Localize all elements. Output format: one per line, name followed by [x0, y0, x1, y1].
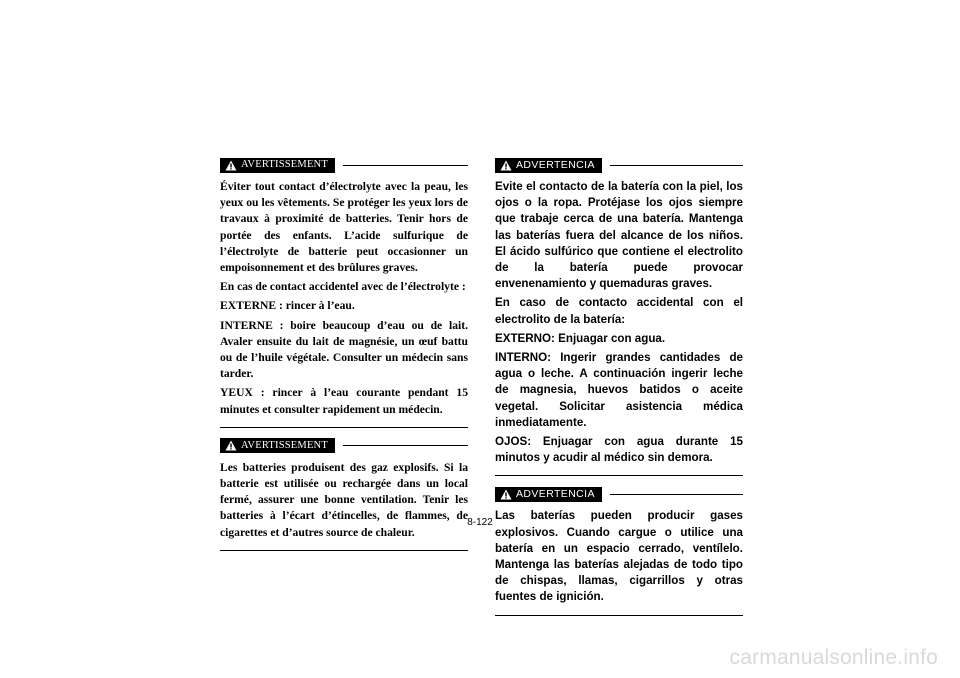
warning-header [495, 155, 743, 175]
warning-badge [220, 438, 335, 453]
warning-text: INTERNO: Ingerir grandes cantidades de agua o leche. A continuación ingerir leche de magnesia, huevos batidos o aceite vegetal. Solicitar asistencia médica inmediatamente. [495, 351, 743, 429]
warning-triangle-icon [500, 489, 512, 500]
warning-text: OJOS: Enjuagar con agua durante 15 minutos y acudir al médico sin demora. [495, 435, 743, 465]
header-rule [343, 445, 468, 446]
warning-text: YEUX : rincer à l’eau courante pendant 15 minutes et consulter rapidement un médecin. [220, 386, 468, 416]
french-column [220, 155, 468, 559]
warning-triangle-icon [500, 160, 512, 171]
warning-box-2 [220, 436, 468, 551]
warning-badge [495, 158, 602, 173]
warning-label: ADVERTENCIA [516, 488, 595, 501]
watermark: carmanualsonline.info [729, 646, 938, 669]
header-rule [343, 165, 468, 166]
warning-badge [495, 487, 602, 502]
warning-header [220, 436, 468, 456]
warning-triangle-icon [225, 440, 237, 451]
header-rule [610, 165, 743, 166]
warning-badge [220, 158, 335, 173]
warning-text: EXTERNE : rincer à l’eau. [220, 299, 355, 313]
warning-box-2 [495, 484, 743, 615]
warning-box-1 [220, 155, 468, 428]
warning-label: AVERTISSEMENT [241, 439, 328, 451]
warning-label: AVERTISSEMENT [241, 158, 328, 170]
header-rule [610, 494, 743, 495]
warning-text: Éviter tout contact d’électrolyte avec la peau, les yeux ou les vêtements. Se protéger les yeux lors de travaux à proximité de batteries. Tenir hors de portée des enfants. L’acide sulfurique de l’électrolyte de batterie peut occasionner un empoisonnement et des brûlures graves. [220, 180, 468, 275]
warning-header [220, 155, 468, 175]
warning-text: En cas de contact accidentel avec de l’électrolyte : [220, 280, 466, 294]
warning-text: Evite el contacto de la batería con la piel, los ojos o la ropa. Protéjase los ojos siempre que trabaje cerca de una batería. Mantenga las baterías fuera del alcance de los niños. El ácido sulfúrico que contiene el electrolito de la batería puede provocar envenenamiento y quemaduras graves. [495, 180, 743, 291]
warning-text: En caso de contacto accidental con el electrolito de la batería: [495, 296, 743, 326]
warning-text: Les batteries produisent des gaz explosifs. Si la batterie est utilisée ou rechargée dans un local fermé, assurer une bonne ventilation. Tenir les batteries à l’écart d’étincelles, de flammes, de cigarettes et d’autres source de chaleur. [220, 460, 468, 539]
page-number: 8-122 [467, 517, 493, 528]
warning-header [495, 484, 743, 504]
spanish-column [495, 155, 743, 624]
warning-triangle-icon [225, 160, 237, 171]
warning-box-1 [495, 155, 743, 476]
warning-text: Las baterías pueden producir gases explosivos. Cuando cargue o utilice una batería en un espacio cerrado, ventílelo. Mantenga las baterías alejadas de todo tipo de chispas, llamas, cigarrillos y otras fuentes de ignición. [495, 509, 743, 604]
warning-text: EXTERNO: Enjuagar con agua. [495, 331, 666, 345]
warning-text: INTERNE : boire beaucoup d’eau ou de lait. Avaler ensuite du lait de magnésie, un œuf battu ou de l’huile végétale. Consulter un médecin sans tarder. [220, 318, 468, 381]
warning-label: ADVERTENCIA [516, 158, 595, 171]
